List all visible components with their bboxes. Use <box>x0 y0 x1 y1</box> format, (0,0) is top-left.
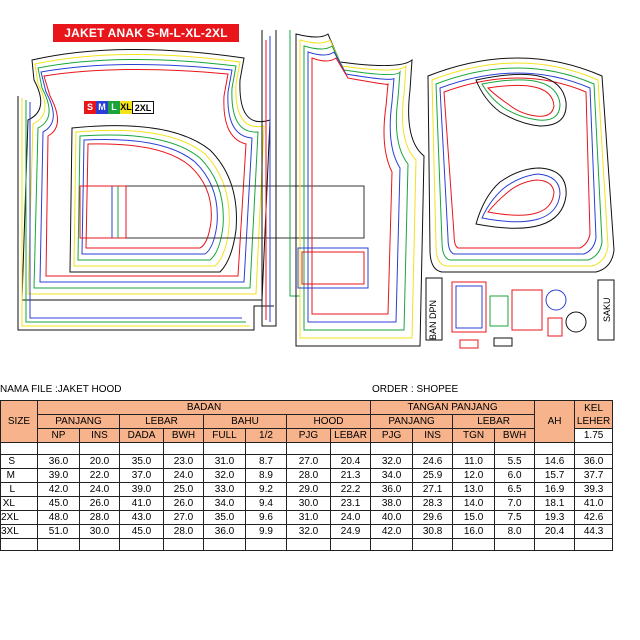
tangan-lebar-sub-header: LEBAR <box>453 415 535 429</box>
size-color-key <box>84 101 154 114</box>
row-size-label: 2XL <box>1 511 38 525</box>
table-cell: 8.0 <box>495 525 535 539</box>
bahu-header: BAHU <box>204 415 287 429</box>
table-cell: 39.0 <box>38 469 80 483</box>
table-cell: 15.7 <box>535 469 575 483</box>
table-cell: 27.1 <box>413 483 453 497</box>
table-cell: 24.9 <box>331 525 371 539</box>
kel-leher-header: KEL LEHER <box>575 401 613 429</box>
table-cell: 28.0 <box>164 525 204 539</box>
table-cell: 43.0 <box>120 511 164 525</box>
pattern-title: JAKET ANAK S-M-L-XL-2XL <box>53 24 239 42</box>
table-cell: 27.0 <box>164 511 204 525</box>
table-header-row-groups <box>1 401 613 415</box>
table-cell: 7.0 <box>495 497 535 511</box>
table-cell: 20.0 <box>80 455 120 469</box>
table-row <box>1 511 613 525</box>
table-cell: 21.3 <box>331 469 371 483</box>
table-cell: 41.0 <box>575 497 613 511</box>
table-cell: 32.0 <box>287 525 331 539</box>
table-cell: 36.0 <box>38 455 80 469</box>
table-row <box>1 469 613 483</box>
table-cell: 22.2 <box>331 483 371 497</box>
tangan-panjang-header: TANGAN PANJANG <box>371 401 535 415</box>
table-cell: 33.0 <box>204 483 246 497</box>
table-cell: 24.0 <box>80 483 120 497</box>
kel-leher-value: 1.75 <box>575 429 613 443</box>
table-spacer-row <box>1 443 613 455</box>
row-size-label: S <box>1 455 38 469</box>
table-cell: 23.0 <box>164 455 204 469</box>
table-row <box>1 497 613 511</box>
size-key-s: S <box>84 101 96 114</box>
saku-label: SAKU <box>602 297 612 322</box>
table-cell: 6.5 <box>495 483 535 497</box>
table-cell: 16.9 <box>535 483 575 497</box>
table-row <box>1 525 613 539</box>
table-cell: 42.0 <box>38 483 80 497</box>
row-size-label: XL <box>1 497 38 511</box>
table-cell: 27.0 <box>287 455 331 469</box>
col-tangan-ins: INS <box>413 429 453 443</box>
table-cell: 23.1 <box>331 497 371 511</box>
table-cell: 9.9 <box>246 525 287 539</box>
table-cell: 37.7 <box>575 469 613 483</box>
small-pieces-pattern <box>426 278 614 348</box>
col-np: NP <box>38 429 80 443</box>
col-tangan-bwh: BWH <box>495 429 535 443</box>
ban-dpn-label: BAN DPN <box>428 299 438 340</box>
table-cell: 20.4 <box>535 525 575 539</box>
table-cell: 14.6 <box>535 455 575 469</box>
table-cell: 9.6 <box>246 511 287 525</box>
order-label: ORDER : SHOPEE <box>372 384 459 395</box>
tangan-panjang-sub-header: PANJANG <box>371 415 453 429</box>
table-cell: 32.0 <box>204 469 246 483</box>
table-header-row-columns <box>1 429 613 443</box>
table-cell: 7.5 <box>495 511 535 525</box>
table-cell: 28.3 <box>413 497 453 511</box>
col-tgn: TGN <box>453 429 495 443</box>
table-cell: 38.0 <box>371 497 413 511</box>
col-dada: DADA <box>120 429 164 443</box>
table-header-row-subgroups <box>1 415 613 429</box>
table-cell: 13.0 <box>453 483 495 497</box>
sleeve-pattern <box>428 58 614 272</box>
table-cell: 15.0 <box>453 511 495 525</box>
table-cell: 31.0 <box>287 511 331 525</box>
table-cell: 41.0 <box>120 497 164 511</box>
ah-header: AH <box>535 401 575 443</box>
row-size-label: M <box>1 469 38 483</box>
col-hood-pjg: PJG <box>287 429 331 443</box>
table-cell: 42.6 <box>575 511 613 525</box>
table-cell: 39.0 <box>120 483 164 497</box>
table-cell: 45.0 <box>120 525 164 539</box>
size-key-xl: XL <box>120 102 132 112</box>
table-cell: 30.0 <box>287 497 331 511</box>
hood-header: HOOD <box>287 415 371 429</box>
col-tangan-pjg: PJG <box>371 429 413 443</box>
table-cell: 8.7 <box>246 455 287 469</box>
table-cell: 28.0 <box>80 511 120 525</box>
file-name-label: NAMA FILE :JAKET HOOD <box>0 384 122 395</box>
size-key-l: L <box>108 101 120 114</box>
badan-header: BADAN <box>38 401 371 415</box>
size-key-m: M <box>96 101 108 114</box>
table-cell: 31.0 <box>204 455 246 469</box>
col-bwh: BWH <box>164 429 204 443</box>
table-cell: 26.0 <box>164 497 204 511</box>
table-cell: 25.9 <box>413 469 453 483</box>
table-cell: 36.0 <box>204 525 246 539</box>
front-panel-pattern <box>296 34 424 346</box>
table-cell: 19.3 <box>535 511 575 525</box>
table-cell: 24.0 <box>331 511 371 525</box>
table-cell: 45.0 <box>38 497 80 511</box>
back-panel-pattern <box>18 49 274 330</box>
table-cell: 20.4 <box>331 455 371 469</box>
panjang-header: PANJANG <box>38 415 120 429</box>
table-cell: 25.0 <box>164 483 204 497</box>
table-cell: 9.4 <box>246 497 287 511</box>
table-row <box>1 455 613 469</box>
col-ins: INS <box>80 429 120 443</box>
table-cell: 29.0 <box>287 483 331 497</box>
table-cell: 28.0 <box>287 469 331 483</box>
col-hood-lebar: LEBAR <box>331 429 371 443</box>
size-chart-table <box>0 400 613 551</box>
table-cell: 12.0 <box>453 469 495 483</box>
table-cell: 14.0 <box>453 497 495 511</box>
table-cell: 5.5 <box>495 455 535 469</box>
table-cell: 34.0 <box>371 469 413 483</box>
table-cell: 24.6 <box>413 455 453 469</box>
table-cell: 26.0 <box>80 497 120 511</box>
row-size-label: 3XL <box>1 525 38 539</box>
table-cell: 29.6 <box>413 511 453 525</box>
row-size-label: L <box>1 483 38 497</box>
table-cell: 37.0 <box>120 469 164 483</box>
table-cell: 35.0 <box>204 511 246 525</box>
col-half: 1/2 <box>246 429 287 443</box>
table-cell: 40.0 <box>371 511 413 525</box>
size-key-2xl: 2XL <box>132 101 154 114</box>
table-cell: 22.0 <box>80 469 120 483</box>
table-cell: 16.0 <box>453 525 495 539</box>
table-cell: 9.2 <box>246 483 287 497</box>
table-cell: 36.0 <box>371 483 413 497</box>
lebar-header: LEBAR <box>120 415 204 429</box>
table-cell: 6.0 <box>495 469 535 483</box>
table-row <box>1 483 613 497</box>
table-cell: 44.3 <box>575 525 613 539</box>
table-cell: 11.0 <box>453 455 495 469</box>
table-cell: 32.0 <box>371 455 413 469</box>
table-cell: 18.1 <box>535 497 575 511</box>
hood-pattern <box>70 126 364 272</box>
table-cell: 30.8 <box>413 525 453 539</box>
table-cell: 8.9 <box>246 469 287 483</box>
table-cell: 39.3 <box>575 483 613 497</box>
table-spacer-row <box>1 539 613 551</box>
table-cell: 35.0 <box>120 455 164 469</box>
table-cell: 30.0 <box>80 525 120 539</box>
size-header: SIZE <box>1 401 38 443</box>
table-cell: 42.0 <box>371 525 413 539</box>
table-cell: 36.0 <box>575 455 613 469</box>
table-cell: 51.0 <box>38 525 80 539</box>
table-cell: 24.0 <box>164 469 204 483</box>
col-full: FULL <box>204 429 246 443</box>
table-cell: 34.0 <box>204 497 246 511</box>
table-cell: 48.0 <box>38 511 80 525</box>
